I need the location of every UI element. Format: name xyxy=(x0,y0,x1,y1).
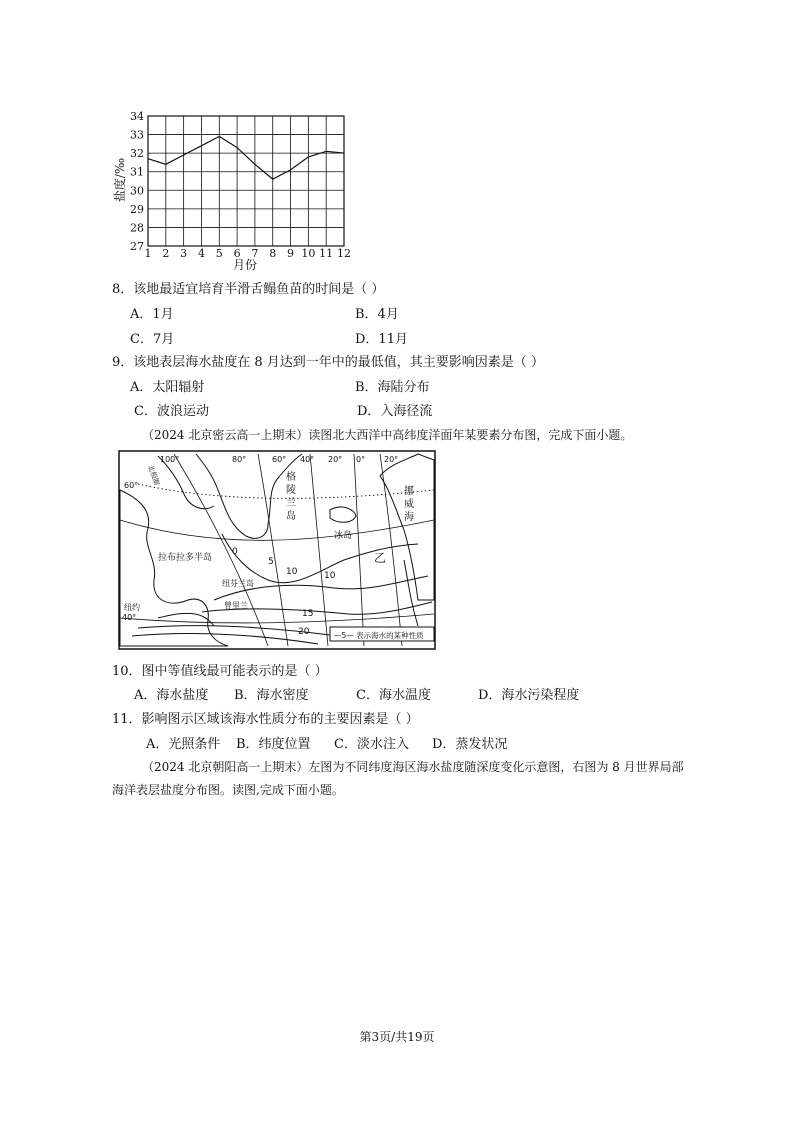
chart-y-tick-label: 32 xyxy=(130,147,144,161)
question-8-option-d: D．11月 xyxy=(355,332,408,347)
map-labrador-label: 拉布拉多半岛 xyxy=(158,553,213,563)
map-isoline-label-5: 5 xyxy=(268,557,274,567)
chart-plot-frame xyxy=(148,116,344,246)
question-10-option-b: B．海水密度 xyxy=(234,688,309,703)
map-arctic-circle-label: 北极圈 xyxy=(146,463,161,487)
map-lon-40: 40° xyxy=(300,455,315,464)
chart-y-tick-label: 33 xyxy=(130,128,144,142)
chart-x-tick-label: 3 xyxy=(180,247,188,260)
question-10-option-d: D．海水污染程度 xyxy=(478,688,580,703)
chart-x-tick-label: 8 xyxy=(269,247,277,260)
map-lon-0: 0° xyxy=(356,455,366,464)
chart-x-tick-label: 7 xyxy=(251,247,259,260)
map-lat-40: 40° xyxy=(122,613,137,622)
chart-y-tick-label: 27 xyxy=(130,240,144,253)
salinity-line-chart xyxy=(100,104,360,274)
north-atlantic-isoline-map xyxy=(118,450,436,650)
map-greenland-3: 兰 xyxy=(286,498,296,509)
question-11-option-d: D．蒸发状况 xyxy=(432,737,508,752)
question-10-option-a: A．海水盐度 xyxy=(134,688,209,703)
chart-x-tick-label: 10 xyxy=(301,247,316,260)
map-norway-sea-2: 威 xyxy=(404,499,414,510)
question-8-option-a: A．1月 xyxy=(130,307,174,322)
map-newyork-label: 纽约 xyxy=(124,603,140,612)
question-10-option-c: C．海水温度 xyxy=(356,688,431,703)
map-isoline-label-20: 20 xyxy=(298,627,310,637)
question-9-stem: 9．该地表层海水盐度在 8 月达到一年中的最低值，其主要影响因素是（ ） xyxy=(112,355,544,370)
salinity-series-line xyxy=(148,136,344,179)
chart-grid xyxy=(148,116,344,246)
question-11-option-c: C．淡水注入 xyxy=(334,737,409,752)
chart-y-tick-label: 31 xyxy=(130,165,144,179)
map-lon-80: 80° xyxy=(232,455,247,464)
question-9-option-c: C．波浪运动 xyxy=(134,404,209,419)
map-isoline-label-10a: 10 xyxy=(286,567,298,577)
map-lon-100: 100° xyxy=(160,455,180,464)
map-legend-text: —5— 表示海水的某种性质 xyxy=(334,631,424,640)
map-lon-20w: 20° xyxy=(328,455,343,464)
map-lat-60: 60° xyxy=(124,481,139,490)
map-norway-sea-3: 海 xyxy=(404,512,414,523)
map-greenland-2: 陵 xyxy=(286,485,296,496)
intro-miyun: （2024 北京密云高一上期末）读图北大西洋中高纬度洋面年某要素分布图，完成下面小题。 xyxy=(142,428,633,442)
chart-x-tick-label: 12 xyxy=(337,247,351,260)
question-9-option-d: D．入海径流 xyxy=(357,404,433,419)
question-9-option-a: A．太阳辐射 xyxy=(130,380,205,395)
map-lon-60: 60° xyxy=(272,455,287,464)
chart-y-tick-label: 34 xyxy=(130,110,144,123)
question-11-option-a: A．光照条件 xyxy=(146,737,221,752)
question-8-option-b: B．4月 xyxy=(355,307,399,322)
question-11-stem: 11．影响图示区域该海水性质分布的主要因素是（ ） xyxy=(112,712,419,727)
question-8-option-c: C．7月 xyxy=(130,332,175,347)
map-newfoundland-label: 纽芬兰岛 xyxy=(222,579,254,588)
chart-y-axis-label: 盐度/‰ xyxy=(113,157,127,203)
chart-x-tick-label: 5 xyxy=(215,247,223,260)
map-isoline-label-0: 0 xyxy=(232,547,238,557)
map-isoline-label-10b: 10 xyxy=(324,571,336,581)
chart-x-tick-label: 1 xyxy=(144,247,152,260)
chart-x-tick-label: 4 xyxy=(197,247,205,260)
map-greenland-4: 岛 xyxy=(286,511,296,522)
question-10-stem: 10．图中等值线最可能表示的是（ ） xyxy=(112,664,328,679)
map-grand-banks-label: 曾里兰 xyxy=(224,601,248,610)
chart-x-axis-label: 月份 xyxy=(232,258,258,272)
chart-y-tick-label: 28 xyxy=(130,221,144,235)
map-isoline-label-15: 15 xyxy=(302,609,314,619)
chart-x-tick-label: 2 xyxy=(162,247,170,260)
map-norway-sea-1: 挪 xyxy=(404,486,414,497)
map-yi-label: 乙 xyxy=(374,551,387,565)
chart-y-tick-label: 30 xyxy=(130,184,144,198)
question-9-option-b: B．海陆分布 xyxy=(355,380,430,395)
question-8-stem: 8．该地最适宜培育半滑舌鳎鱼苗的时间是（ ） xyxy=(112,282,385,297)
chart-x-tick-label: 9 xyxy=(287,247,295,260)
intro-chaoyang-line-2: 海洋表层盐度分布图。读图,完成下面小题。 xyxy=(112,783,344,797)
map-iceland-label: 冰岛 xyxy=(334,531,353,541)
page-footer: 第3页/共19页 xyxy=(359,1030,435,1044)
chart-x-tick-label: 11 xyxy=(319,247,334,260)
map-greenland-1: 格 xyxy=(286,472,296,483)
question-11-option-b: B．纬度位置 xyxy=(236,737,311,752)
chart-x-tick-label: 6 xyxy=(233,247,241,260)
map-lon-20e: 20° xyxy=(384,455,399,464)
chart-y-tick-label: 29 xyxy=(130,202,144,216)
intro-chaoyang-line-1: （2024 北京朝阳高一上期末）左图为不同纬度海区海水盐度随深度变化示意图，右图为 8 月世界局部 xyxy=(142,760,684,774)
